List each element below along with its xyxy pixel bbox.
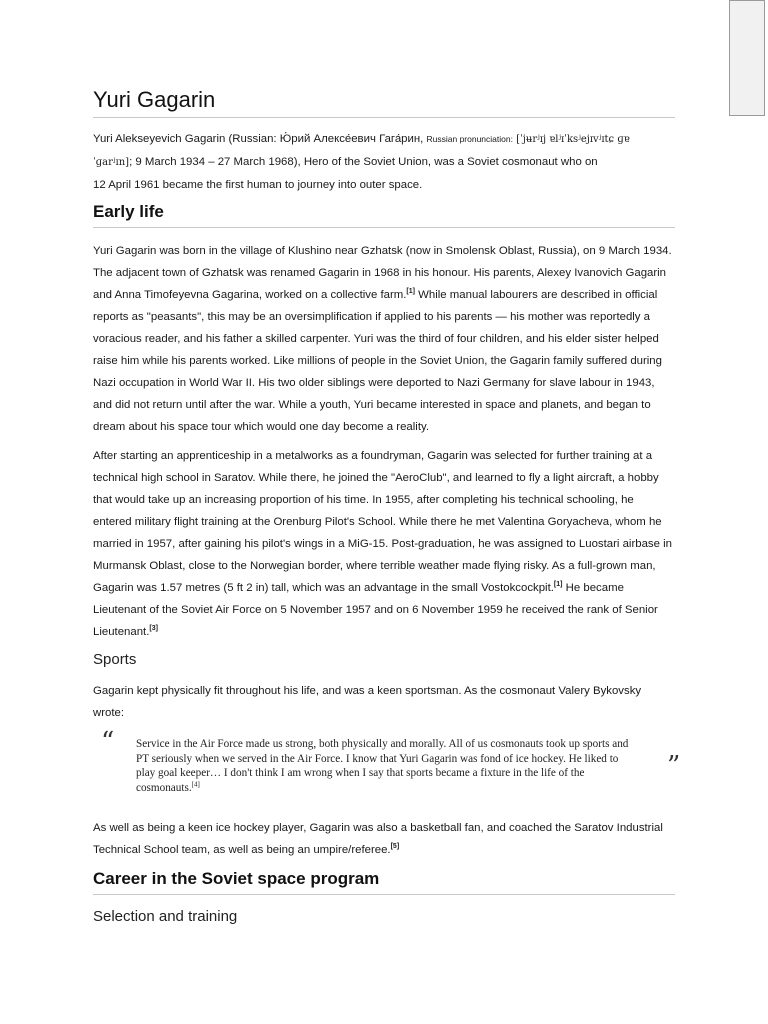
close-quote-mark: ” (667, 751, 681, 781)
section-heading-career: Career in the Soviet space program (93, 868, 675, 895)
open-quote-mark: “ (101, 727, 115, 757)
early-life-paragraph-2: After starting an apprenticeship in a metalworks as a foundryman, Gagarin was selected for further training at a technical high school in Saratov. While there, he joined the "AeroClub", and learned to fly a light aircraft, a hobby that would take up an increasing proportion of his time. In 1955, after completing his technical schooling, he entered military flight training at the Orenburg Pilot's School. While there he met Valentina Goryacheva, whom he married in 1957, after gaining his pilot's wings in a MiG-15. Post-graduation, he was assigned to Luostari airbase in Murmansk Oblast, close to the Norwegian border, where terrible weather made flying risky. As a full-grown man, Gagarin was 1.57 metres (5 ft 2 in) tall, which was an advantage in the small Vostokcockpit.[1] He became Lieutenant of the Soviet Air Force on 5 November 1957 and on 6 November 1959 he received the rank of Senior Lieutenant.[3] (93, 450, 672, 638)
citation-link[interactable]: [1] (553, 581, 563, 589)
intro (93, 128, 675, 196)
scrollbar-thumb[interactable] (729, 0, 765, 116)
subsection-heading-sports: Sports (93, 651, 137, 668)
page-title: Yuri Gagarin (93, 86, 675, 118)
article (93, 86, 681, 937)
sports-paragraph-2: As well as being a keen ice hockey player, Gagarin was also a basketball fan, and coached the Saratov Industrial Technical School team, as well as being an umpire/referee.[5] (93, 822, 663, 856)
sports-paragraph-1: Gagarin kept physically fit throughout his life, and was a keen sportsman. As the cosmonaut Valery Bykovsky wrote: (93, 685, 642, 719)
citation-link[interactable]: [4] (191, 780, 200, 789)
citation-link[interactable]: [5] (390, 843, 400, 851)
subsection-heading-selection: Selection and training (93, 908, 238, 925)
ipa-text: [ˈjʉrʲɪj ɐlʲɪˈksʲejɪvʲɪtɕ ɡɐ (516, 134, 630, 145)
citation-link[interactable]: [3] (149, 625, 158, 633)
intro-paragraph: Yuri Alekseyevich Gagarin (Russian: Ю́рий Алексе́евич Гага́рин, Russian pronunciation: [ˈjʉrʲɪj ɐlʲɪˈksʲejɪvʲɪtɕ ɡɐ ˈɡarʲɪn]; 9 March 1934 – 27 March 1968), Hero of the Soviet Union, was a Soviet cosmonaut who on 12 April 1961 became the first human to journey into outer space. (93, 133, 630, 191)
pronunciation-label: Russian pronunciation: (426, 134, 513, 144)
blockquote (93, 727, 681, 807)
early-life-paragraph-1: Yuri Gagarin was born in the village of Klushino near Gzhatsk (now in Smolensk Oblast, Russia), on 9 March 1934. The adjacent town of Gzhatsk was renamed Gagarin in 1968 in his honour. His parents, Alexey Ivanovich Gagarin and Anna Timofeyevna Gagarina, worked on a collective farm.[1] While manual labourers are described in official reports as "peasants", this may be an oversimplification if applied to his parents — his mother was reportedly a voracious reader, and his father a skilled carpenter. Yuri was the third of four children, and his elder sister helped raise him while his parents worked. Like millions of people in the Soviet Union, the Gagarin family suffered during Nazi occupation in World War II. His two older siblings were deported to Nazi Germany for slave labour in 1943, and did not return until after the war. While a youth, Yuri became interested in space and planets, and began to dream about his space tour which would one day become a reality. (93, 245, 672, 433)
ipa-text-cont: ˈɡarʲɪn] (93, 157, 130, 168)
section-heading-early-life: Early life (93, 201, 675, 228)
quote-text: Service in the Air Force made us strong, both physically and morally. All of us cosmonauts took up sports and PT seriously when we served in the Air Force. I know that Yuri Gagarin was fond of ice hockey. He liked to play goal keeper… I don't think I am wrong when I say that sports became a fixture in the life of the cosmonauts.[4] (136, 738, 629, 794)
citation-link[interactable]: [1] (406, 288, 415, 296)
